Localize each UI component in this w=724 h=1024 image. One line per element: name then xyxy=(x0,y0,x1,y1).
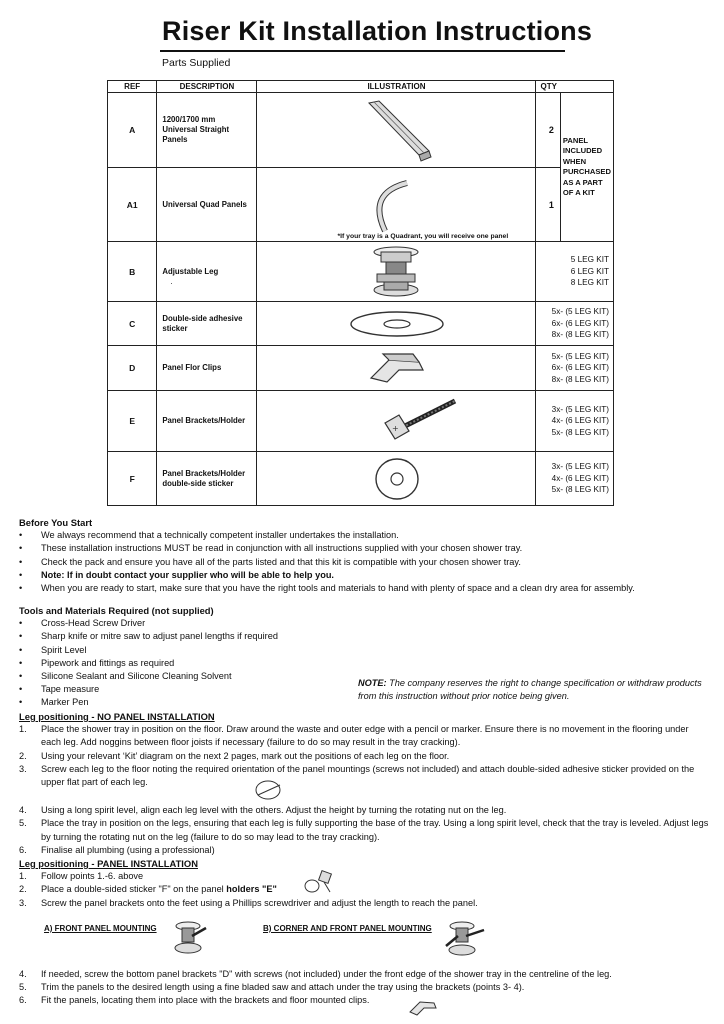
description-cell xyxy=(157,168,257,242)
note-line: OF A KIT xyxy=(562,188,595,197)
qty-line: 3x- (5 LEG KIT) xyxy=(551,404,609,414)
ref-cell: C xyxy=(108,302,157,346)
item-number: 6. xyxy=(19,844,27,855)
item-text: Marker Pen xyxy=(41,697,89,708)
item-text: When you are ready to start, make sure that you have the right tools and materials to hand with plenty of space and a clean dry area for assembly. xyxy=(41,583,635,594)
list-item xyxy=(19,750,709,763)
table-row xyxy=(108,391,614,452)
description-line: 1200/1700 mm xyxy=(162,115,216,124)
list-item xyxy=(19,617,349,630)
description-line: Adjustable Leg xyxy=(162,266,219,276)
description-cell xyxy=(157,391,257,452)
bullet: • xyxy=(19,543,23,554)
header-ref: REF xyxy=(108,81,157,93)
qty-cell xyxy=(536,346,614,391)
item-text: Finalise all plumbing (using a professional) xyxy=(41,844,215,855)
note-line: PANEL xyxy=(562,135,589,145)
bullet: • xyxy=(19,697,23,708)
header-illustration: ILLUSTRATION xyxy=(257,81,536,93)
illustration-cell xyxy=(257,346,536,391)
item-text: If needed, screw the bottom panel brackets "D" with screws (not included) under the front edge of the shower tray in the centreline of the leg. xyxy=(41,969,612,979)
note-text: The company reserves the right to change specification or withdraw products from this instruction without prior notice being given. xyxy=(358,678,702,701)
qty-line: 8x- (8 LEG KIT) xyxy=(551,374,609,384)
floor-clip-illustration xyxy=(259,348,533,388)
floor-clip-diagram xyxy=(408,996,438,1016)
list-item xyxy=(19,897,709,910)
list-item xyxy=(19,644,349,657)
list-item xyxy=(19,994,709,1007)
bullet: • xyxy=(19,657,23,668)
list-item xyxy=(19,556,709,569)
ref-cell: A xyxy=(108,93,157,168)
description-line: Panel Brackets/Holder xyxy=(162,416,246,425)
bullet: • xyxy=(19,530,23,541)
description-cell xyxy=(157,93,257,168)
corner-mounting-diagram xyxy=(442,918,492,960)
item-text: Sharp knife or mitre saw to adjust panel lengths if required xyxy=(41,631,278,642)
illustration-cell xyxy=(257,168,536,242)
spacer xyxy=(19,789,709,804)
title-underline xyxy=(160,50,565,52)
section-heading: Tools and Materials Required (not supplied) xyxy=(19,605,214,616)
table-row xyxy=(108,302,614,346)
bullet: • xyxy=(19,631,23,642)
qty-line: 4x- (6 LEG KIT) xyxy=(551,416,609,426)
list-item xyxy=(19,696,349,709)
before-you-start-section xyxy=(19,516,709,595)
leg-positioning-no-panel-section xyxy=(19,710,709,857)
list-item xyxy=(19,844,709,857)
item-text: Trim the panels to the desired length using a fine bladed saw and attach under the tray using the brackets (points 3- 4). xyxy=(41,982,525,993)
list-item xyxy=(19,870,709,883)
table-row xyxy=(108,346,614,391)
panel-installation-steps-continued xyxy=(19,968,709,1008)
item-number: 3. xyxy=(19,897,27,908)
item-number: 4. xyxy=(19,969,27,979)
item-text: Fit the panels, locating them into place with the brackets and floor mounted clips. xyxy=(41,995,370,1006)
qty-line: 5x- (5 LEG KIT) xyxy=(551,307,609,317)
front-panel-mounting-label: A) FRONT PANEL MOUNTING xyxy=(44,924,157,933)
item-text: Using your relevant ‘Kit’ diagram on the next 2 pages, mark out the positions of each leg on the floor. xyxy=(41,750,450,761)
item-text: Screw each leg to the floor noting the required orientation of the panel mountings (screws not included) and attach double-sided adhesive sticker provided on the upper flat part of each leg. xyxy=(41,763,695,788)
qty-line: 6 LEG KIT xyxy=(570,266,609,276)
item-text: Tape measure xyxy=(41,684,100,695)
qty-cell xyxy=(536,302,614,346)
leg-positioning-panel-section xyxy=(19,857,709,910)
adhesive-sticker-illustration xyxy=(259,306,533,342)
item-number: 3. xyxy=(19,763,27,774)
table-row xyxy=(108,168,614,242)
qty-cell: 2 xyxy=(536,93,560,168)
item-text: Check the pack and ensure you have all of the parts listed and that this kit is compatible with your chosen shower tray. xyxy=(41,556,521,567)
qty-line: 8x- (8 LEG KIT) xyxy=(551,330,609,340)
item-number: 2. xyxy=(19,750,27,761)
bracket-sticker-illustration xyxy=(259,455,533,503)
list-item xyxy=(19,817,709,843)
note-label: NOTE: xyxy=(358,678,387,688)
list-item xyxy=(19,723,709,749)
description-cell xyxy=(157,346,257,391)
panel-bracket-illustration xyxy=(259,393,533,449)
qty-line: 3x- (5 LEG KIT) xyxy=(551,462,609,472)
bullet: • xyxy=(19,684,23,695)
note-line: PURCHASED xyxy=(562,167,611,176)
table-header-row xyxy=(108,81,614,93)
qty-cell xyxy=(536,452,614,506)
list-item xyxy=(19,683,349,696)
qty-line: 5x- (5 LEG KIT) xyxy=(551,351,609,361)
bullet: • xyxy=(19,644,23,655)
illustration-cell xyxy=(257,391,536,452)
ref-cell: F xyxy=(108,452,157,506)
qty-line: 6x- (6 LEG KIT) xyxy=(551,318,609,328)
description-line: Panel Brackets/Holder xyxy=(162,468,246,478)
note-line: AS A PART xyxy=(562,177,603,187)
illustration-cell xyxy=(257,242,536,302)
description-line: Universal Straight xyxy=(162,125,230,134)
table-row xyxy=(108,242,614,302)
list-item xyxy=(19,670,349,683)
item-text: Place the shower tray in position on the floor. Draw around the waste and outer edge with a pencil or marker. Ensure there is no movement in the flooring under each leg. Add noggins between floor joists if necessary (failure to do so may result in the tray cracking). xyxy=(41,724,689,748)
straight-panel-illustration xyxy=(259,95,533,165)
description-cell xyxy=(157,302,257,346)
item-text: Silicone Sealant and Silicone Cleaning Solvent xyxy=(41,671,232,682)
qty-cell xyxy=(536,391,614,452)
description-line: sticker xyxy=(162,323,188,333)
leg-sticker-diagram xyxy=(254,779,286,801)
ref-cell: B xyxy=(108,242,157,302)
item-number: 2. xyxy=(19,884,27,895)
list-item xyxy=(19,804,709,817)
qty-line: 5 LEG KIT xyxy=(570,255,609,265)
list-item xyxy=(19,657,349,670)
quadrant-footnote: *If your tray is a Quadrant, you will receive one panel xyxy=(337,233,509,240)
item-text xyxy=(41,883,709,896)
qty-cell: 1 xyxy=(536,168,560,242)
item-number: 4. xyxy=(19,805,27,816)
qty-cell xyxy=(536,242,614,302)
item-text: Pipework and fittings as required xyxy=(41,657,175,668)
description-line: double-side sticker xyxy=(162,478,234,488)
page-title: Riser Kit Installation Instructions xyxy=(162,16,593,46)
item-text-part: Place a double-sided sticker "F" on the panel xyxy=(41,884,227,895)
qty-line: 4x- (6 LEG KIT) xyxy=(551,473,609,483)
qty-line: 8 LEG KIT xyxy=(570,278,609,288)
description-dot: . xyxy=(170,276,173,286)
qty-line: 6x- (6 LEG KIT) xyxy=(551,363,609,373)
ref-cell: D xyxy=(108,346,157,391)
item-text: Screw the panel brackets onto the feet using a Phillips screwdriver and adjust the length to reach the panel. xyxy=(41,897,478,908)
item-number: 1. xyxy=(19,871,27,882)
adjustable-leg-illustration xyxy=(259,244,533,300)
disclaimer-note xyxy=(358,677,708,703)
item-text: Note: If in doubt contact your supplier who will be able to help you. xyxy=(41,569,334,580)
svg-text:+: + xyxy=(392,424,400,433)
description-line: Panel Flor Clips xyxy=(162,363,222,372)
qty-line: 5x- (8 LEG KIT) xyxy=(551,427,609,437)
table-row xyxy=(108,93,614,168)
section-heading: Leg positioning - NO PANEL INSTALLATION xyxy=(19,711,215,722)
list-item xyxy=(19,883,709,896)
list-item xyxy=(19,763,709,789)
list-item xyxy=(19,529,709,542)
ref-cell: E xyxy=(108,391,157,452)
note-line: WHEN xyxy=(562,156,587,166)
header-description: DESCRIPTION xyxy=(157,81,257,93)
bullet: • xyxy=(19,671,23,682)
item-text: These installation instructions MUST be read in conjunction with all instructions supplied with your chosen shower tray. xyxy=(41,543,523,554)
item-text: We always recommend that a technically competent installer undertakes the installation. xyxy=(41,530,399,541)
list-item xyxy=(19,630,349,643)
front-mounting-diagram xyxy=(170,918,210,958)
bullet: • xyxy=(19,583,23,594)
bracket-sticker-diagram xyxy=(302,868,336,896)
section-heading: Before You Start xyxy=(19,517,93,528)
quad-panel-illustration xyxy=(259,175,533,235)
tools-section xyxy=(19,604,349,710)
list-item xyxy=(19,981,709,994)
note-line: INCLUDED xyxy=(562,146,603,155)
item-number: 6. xyxy=(19,995,27,1006)
bullet: • xyxy=(19,569,23,580)
ref-cell: A1 xyxy=(108,168,157,242)
qty-line: 5x- (8 LEG KIT) xyxy=(551,485,609,495)
header-qty: QTY xyxy=(536,81,614,93)
bullet: • xyxy=(19,618,23,629)
item-number: 1. xyxy=(19,724,27,735)
list-item xyxy=(19,569,709,582)
list-item xyxy=(19,542,709,555)
table-row xyxy=(108,452,614,506)
parts-table xyxy=(107,80,614,506)
item-number: 5. xyxy=(19,818,27,829)
section-heading: Leg positioning - PANEL INSTALLATION xyxy=(19,858,198,869)
corner-panel-mounting-label: B) CORNER AND FRONT PANEL MOUNTING xyxy=(263,924,432,933)
item-text: Using a long spirit level, align each leg level with the others. Adjust the height by turning the rotating nut on the leg. xyxy=(41,805,507,816)
item-number: 5. xyxy=(19,982,27,993)
bullet: • xyxy=(19,556,23,567)
panel-included-note xyxy=(560,93,613,242)
description-line: Panels xyxy=(162,135,188,144)
item-text: Spirit Level xyxy=(41,644,87,655)
description-line: Universal Quad Panels xyxy=(162,199,247,209)
list-item xyxy=(19,582,709,595)
description-cell xyxy=(157,452,257,506)
list-item xyxy=(19,968,709,981)
item-text-bold: holders "E" xyxy=(226,884,277,895)
parts-supplied-label: Parts Supplied xyxy=(162,57,231,69)
illustration-cell xyxy=(257,302,536,346)
item-text: Follow points 1.-6. above xyxy=(41,871,144,882)
item-text: Cross-Head Screw Driver xyxy=(41,618,146,629)
illustration-cell xyxy=(257,93,536,168)
description-line: Double-side adhesive xyxy=(162,313,243,323)
illustration-cell xyxy=(257,452,536,506)
description-cell xyxy=(157,242,257,302)
item-text: Place the tray in position on the legs, ensuring that each leg is fully supporting the base of the tray. Using a long spirit level, check that the tray is leveled. Adjust legs by turning the rotating nut on the leg (failure to do so may lead to the tray cracking). xyxy=(41,818,709,842)
